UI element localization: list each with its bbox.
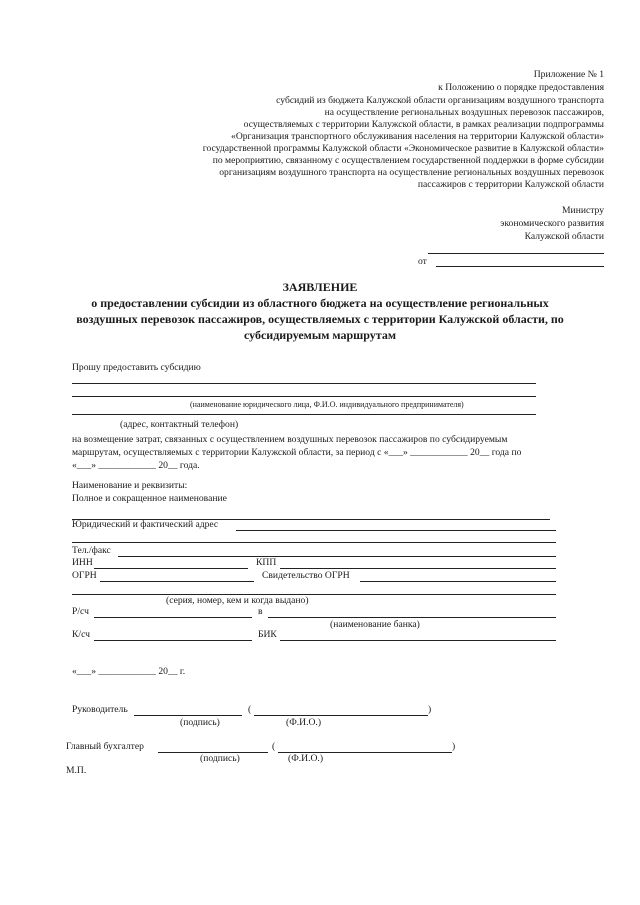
addressee-line: экономического развития bbox=[500, 218, 604, 229]
address-label: Юридический и фактический адрес bbox=[72, 519, 219, 530]
purpose-line: «___» ____________ 20__ года. bbox=[72, 460, 200, 471]
appendix-line: по мероприятию, связанному с осуществлением государственной поддержки в форме субсидии bbox=[212, 155, 604, 166]
title-heading: ЗАЯВЛЕНИЕ bbox=[282, 280, 358, 294]
addressee-blank-line[interactable] bbox=[428, 253, 604, 254]
phone-label: Тел./факс bbox=[72, 545, 111, 556]
kpp-field[interactable] bbox=[280, 568, 556, 569]
appendix-line: Приложение № 1 bbox=[533, 69, 604, 80]
appendix-line: организациям воздушного транспорта на осуществление региональных воздушных перевозок bbox=[219, 167, 604, 178]
from-label: от bbox=[418, 256, 427, 267]
appendix-line: на осуществление региональных воздушных перевозок пассажиров, bbox=[324, 107, 604, 118]
accountant-name-caption: (Ф.И.О.) bbox=[288, 753, 324, 764]
director-signature-field[interactable] bbox=[134, 715, 242, 716]
appendix-line: осуществляемых с территории Калужской области, в рамках реализации подпрограммы bbox=[243, 119, 604, 130]
applicant-name-line[interactable] bbox=[72, 396, 536, 397]
bank-caption: (наименование банка) bbox=[330, 619, 420, 630]
account-label: Р/сч bbox=[72, 606, 89, 617]
addressee-line: Калужской области bbox=[524, 231, 604, 242]
bik-field[interactable] bbox=[280, 640, 556, 641]
applicant-address-line[interactable] bbox=[72, 414, 536, 415]
appendix-line: к Положению о порядке предоставления bbox=[438, 82, 604, 93]
bank-in-label: в bbox=[258, 606, 263, 617]
address-caption: (адрес, контактный телефон) bbox=[120, 419, 239, 430]
accountant-signature-caption: (подпись) bbox=[200, 753, 240, 764]
accountant-paren-open: ( bbox=[272, 741, 276, 752]
date-line: «___» ____________ 20__ г. bbox=[72, 666, 186, 677]
title-line: о предоставлении субсидии из областного бюджета на осуществление региональных bbox=[91, 296, 549, 310]
stamp-label: М.П. bbox=[66, 765, 87, 776]
requisites-heading: Наименование и реквизиты: bbox=[72, 480, 188, 491]
addressee-line: Министру bbox=[562, 205, 604, 216]
corr-account-field[interactable] bbox=[94, 640, 252, 641]
accountant-label: Главный бухгалтер bbox=[66, 741, 144, 752]
address-field[interactable] bbox=[236, 530, 556, 531]
bank-name-field[interactable] bbox=[268, 617, 556, 618]
name-caption: (наименование юридического лица, Ф.И.О. индивидуального предпринимателя) bbox=[190, 400, 464, 409]
inn-field[interactable] bbox=[94, 568, 248, 569]
certificate-field[interactable] bbox=[360, 581, 556, 582]
director-name-field[interactable] bbox=[254, 715, 428, 716]
bik-label: БИК bbox=[258, 629, 277, 640]
director-name-caption: (Ф.И.О.) bbox=[286, 717, 322, 728]
ogrn-field[interactable] bbox=[100, 581, 254, 582]
appendix-line: пассажиров с территории Калужской области bbox=[417, 179, 604, 190]
full-name-label: Полное и сокращенное наименование bbox=[72, 493, 227, 504]
appendix-line: государственной программы Калужской области «Экономическое развитие в Калужской области» bbox=[202, 143, 604, 154]
title-line: воздушных перевозок пассажиров, осуществляемых с территории Калужской области, по bbox=[76, 312, 564, 326]
director-paren-close: ) bbox=[428, 704, 432, 715]
applicant-name-line[interactable] bbox=[72, 383, 536, 384]
kpp-label: КПП bbox=[256, 557, 277, 568]
address-field-extra[interactable] bbox=[72, 542, 556, 543]
request-text: Прошу предоставить субсидию bbox=[72, 362, 201, 373]
appendix-line: субсидий из бюджета Калужской области организациям воздушного транспорта bbox=[276, 95, 604, 106]
appendix-line: «Организация транспортного обслуживания населения на территории Калужской области» bbox=[231, 131, 604, 142]
inn-label: ИНН bbox=[72, 557, 93, 568]
phone-field[interactable] bbox=[118, 556, 556, 557]
from-blank-line[interactable] bbox=[436, 266, 604, 267]
corr-account-label: К/сч bbox=[72, 629, 90, 640]
purpose-line: маршрутам, осуществляемых с территории Калужской области, за период с «___» ____________ 20__ года по bbox=[72, 447, 522, 458]
certificate-caption: (серия, номер, кем и когда выдано) bbox=[166, 595, 309, 606]
certificate-label: Свидетельство ОГРН bbox=[262, 570, 350, 581]
account-field[interactable] bbox=[94, 617, 252, 618]
title-line: субсидируемым маршрутам bbox=[243, 328, 397, 342]
director-label: Руководитель bbox=[72, 704, 128, 715]
purpose-line: на возмещение затрат, связанных с осуществлением воздушных перевозок пассажиров по субсидируемым bbox=[72, 434, 508, 445]
accountant-paren-close: ) bbox=[452, 741, 456, 752]
director-signature-caption: (подпись) bbox=[180, 717, 220, 728]
ogrn-label: ОГРН bbox=[72, 570, 97, 581]
certificate-field-extra[interactable] bbox=[72, 594, 556, 595]
director-paren-open: ( bbox=[248, 704, 252, 715]
